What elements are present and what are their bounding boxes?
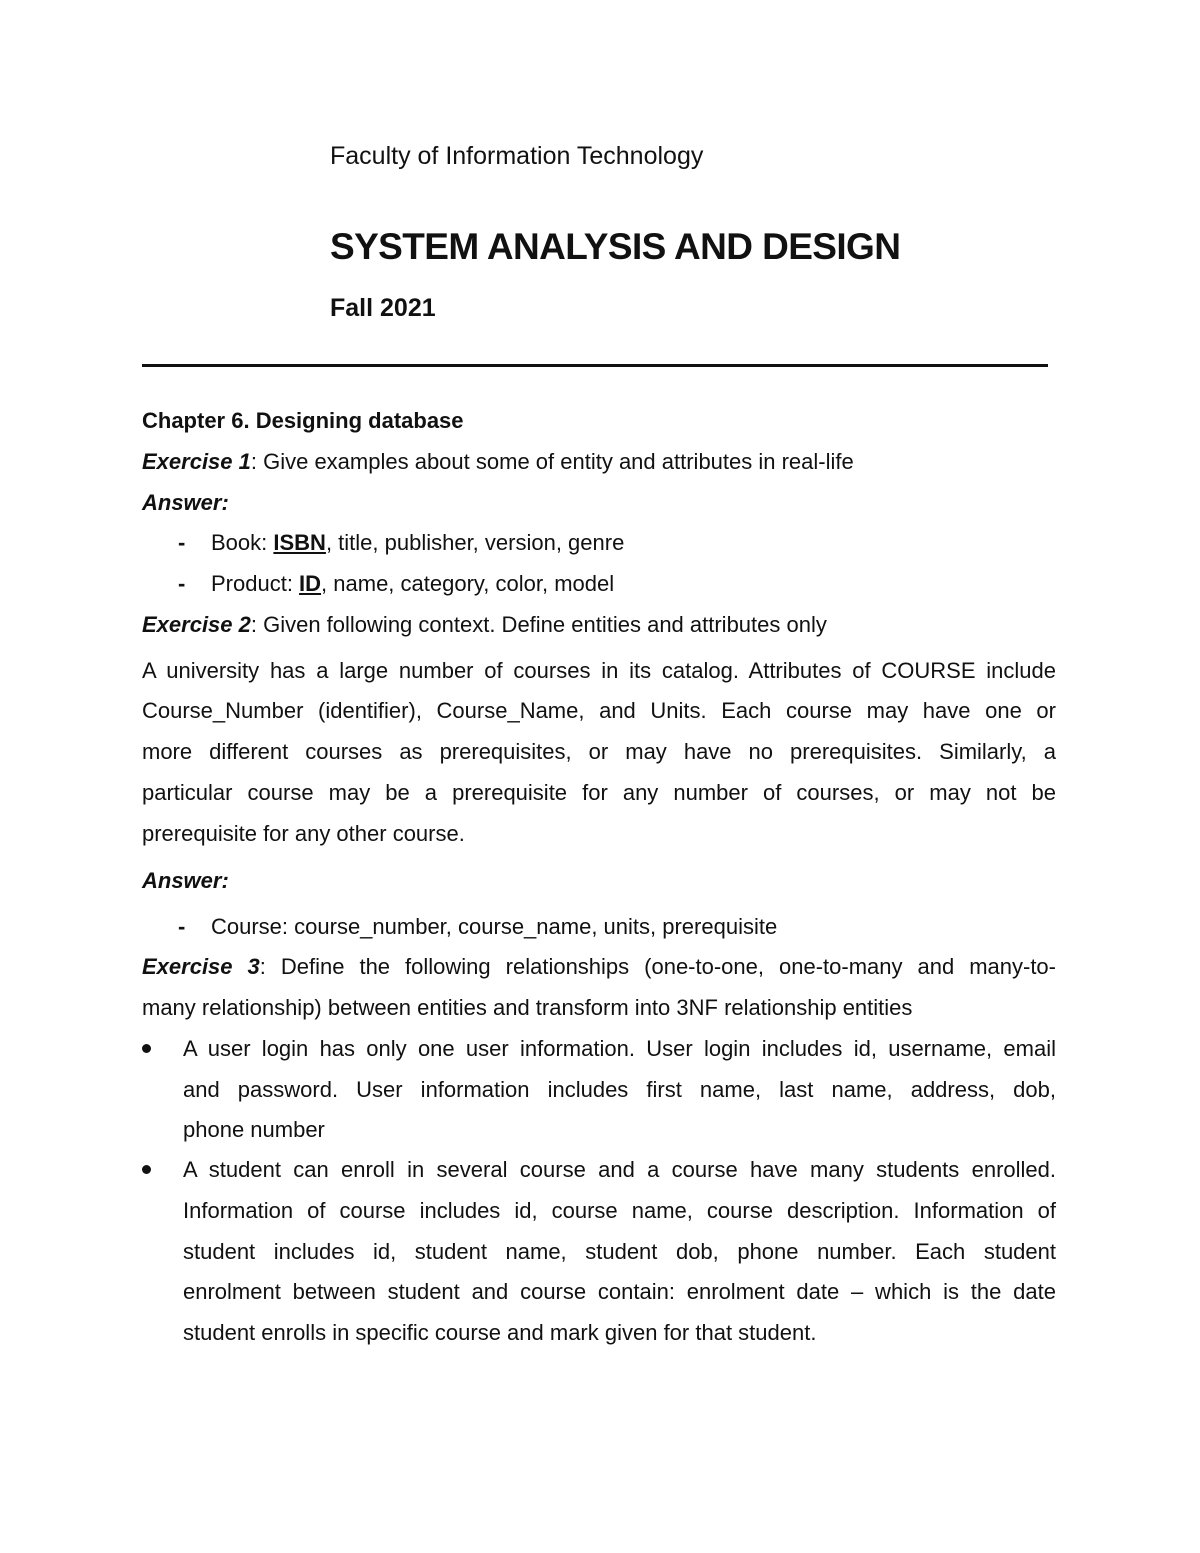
course-term: Fall 2021	[330, 294, 436, 322]
exercise-2-label: Exercise 2	[142, 612, 251, 637]
answer-item-product	[178, 571, 614, 597]
item-prefix: Book:	[211, 530, 274, 555]
bullet-2-line: A student can enroll in several course and a course have many students enrolled.	[183, 1157, 1056, 1182]
exercise-1-label: Exercise 1	[142, 449, 251, 474]
primary-key: ISBN	[273, 530, 326, 555]
dash-bullet: -	[178, 571, 186, 596]
item-attributes: , title, publisher, version, genre	[325, 530, 625, 555]
dash-bullet: -	[178, 914, 186, 939]
item-attributes: , name, category, color, model	[321, 571, 615, 596]
exercise-1-prompt	[142, 449, 854, 475]
bullet-1-line: and password. User information includes first name, last name, address, dob,	[183, 1077, 1056, 1102]
exercise-3-text: : Define the following relationships (one-to-one, one-to-many and many-to-	[259, 954, 1056, 979]
exercise-2-text: : Given following context. Define entities and attributes only	[250, 612, 827, 637]
exercise-2-paragraph-line: A university has a large number of courses in its catalog. Attributes of COURSE include	[142, 658, 1056, 683]
answer-item-book	[178, 530, 624, 556]
primary-key: ID	[299, 571, 322, 596]
exercise-3-label: Exercise 3	[142, 954, 260, 979]
chapter-heading: Chapter 6. Designing database	[142, 408, 464, 433]
bullet-2-line: student enrolls in specific course and mark given for that student.	[183, 1320, 817, 1345]
exercise-2-paragraph-line: particular course may be a prerequisite for any number of courses, or may not be	[142, 780, 1056, 805]
exercise-2-paragraph-line: more different courses as prerequisites, or may have no prerequisites. Similarly, a	[142, 739, 1056, 764]
bullet-1-line: phone number	[183, 1117, 325, 1142]
exercise-2-prompt	[142, 612, 827, 638]
bullet-2-line: student includes id, student name, student dob, phone number. Each student	[183, 1239, 1056, 1264]
bullet-2-line: enrolment between student and course contain: enrolment date – which is the date	[183, 1279, 1056, 1304]
bullet-1-line: A user login has only one user information. User login includes id, username, email	[183, 1036, 1056, 1061]
exercise-1-text: : Give examples about some of entity and attributes in real-life	[250, 449, 854, 474]
exercise-2-paragraph-line: Course_Number (identifier), Course_Name, and Units. Each course may have one or	[142, 698, 1056, 723]
bullet-dot	[142, 1165, 152, 1175]
exercise-2-answer-label: Answer:	[142, 868, 229, 893]
answer-item-course	[178, 914, 777, 940]
exercise-2-paragraph-line: prerequisite for any other course.	[142, 821, 465, 846]
header-divider	[142, 364, 1048, 367]
dash-bullet: -	[178, 530, 186, 555]
item-prefix: Product:	[211, 571, 300, 596]
bullet-dot	[142, 1044, 152, 1054]
item-text: Course: course_number, course_name, units, prerequisite	[211, 914, 778, 939]
exercise-3-prompt	[142, 954, 1056, 980]
course-title: SYSTEM ANALYSIS AND DESIGN	[330, 226, 901, 267]
faculty-name: Faculty of Information Technology	[330, 142, 704, 170]
exercise-3-prompt-continued: many relationship) between entities and transform into 3NF relationship entities	[142, 995, 913, 1020]
exercise-1-answer-label: Answer:	[142, 490, 229, 515]
bullet-2-line: Information of course includes id, course name, course description. Information of	[183, 1198, 1056, 1223]
